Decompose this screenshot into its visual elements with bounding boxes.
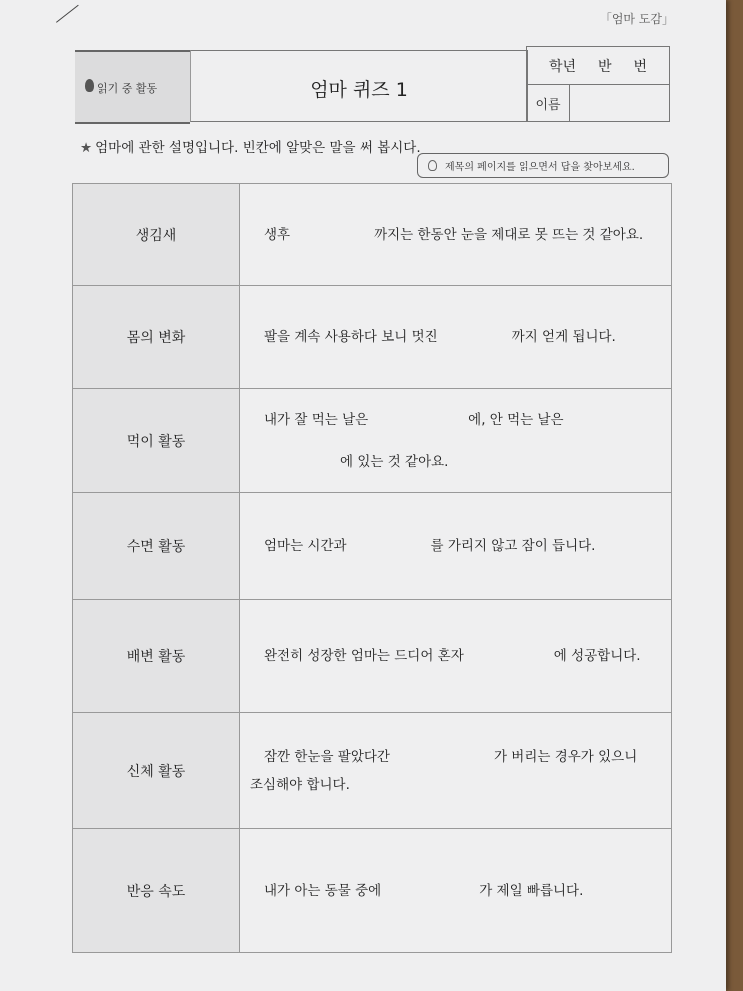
table-row bbox=[73, 493, 672, 600]
instruction bbox=[80, 136, 421, 156]
title-box bbox=[190, 50, 528, 122]
worksheet-header bbox=[75, 46, 670, 122]
row-category: 반응 속도 bbox=[73, 829, 240, 953]
activity-label: 읽기 중 활동 bbox=[97, 82, 158, 95]
row-question: 잠깐 한눈을 팔았다간 가 버리는 경우가 있으니 조심해야 합니다. bbox=[240, 713, 672, 829]
row-question: 팔을 계속 사용하다 보니 멋진 까지 얻게 됩니다. bbox=[240, 286, 672, 389]
book-reference: 「엄마 도감」 bbox=[599, 12, 674, 26]
name-row bbox=[527, 85, 669, 121]
table-row bbox=[73, 600, 672, 713]
activity-box bbox=[75, 50, 190, 124]
quiz-table bbox=[72, 183, 672, 953]
table-row bbox=[73, 286, 672, 389]
row-category: 배변 활동 bbox=[73, 600, 240, 713]
worksheet-title: 엄마 퀴즈 1 bbox=[310, 79, 408, 101]
star-icon: ★ bbox=[80, 140, 93, 156]
row-category: 생김새 bbox=[73, 184, 240, 286]
row-category: 수면 활동 bbox=[73, 493, 240, 600]
student-info-box bbox=[526, 46, 670, 122]
number-label: 번 bbox=[633, 58, 648, 75]
leaf-icon bbox=[85, 79, 94, 92]
table-row bbox=[73, 829, 672, 953]
lightbulb-icon bbox=[428, 160, 437, 171]
name-label: 이름 bbox=[527, 85, 570, 121]
table-row bbox=[73, 389, 672, 493]
row-category: 먹이 활동 bbox=[73, 389, 240, 493]
pen-mark bbox=[56, 5, 79, 23]
row-question: 내가 잘 먹는 날은 에, 안 먹는 날은 에 있는 것 같아요. bbox=[240, 389, 672, 493]
row-question: 완전히 성장한 엄마는 드디어 혼자 에 성공합니다. bbox=[240, 600, 672, 713]
table-row bbox=[73, 184, 672, 286]
row-question: 엄마는 시간과 를 가리지 않고 잠이 듭니다. bbox=[240, 493, 672, 600]
hint-box bbox=[417, 153, 669, 178]
hint-text: 제목의 페이지를 읽으면서 답을 찾아보세요. bbox=[445, 162, 635, 173]
instruction-text: 엄마에 관한 설명입니다. 빈칸에 알맞은 말을 써 봅시다. bbox=[95, 140, 421, 156]
row-category: 신체 활동 bbox=[73, 713, 240, 829]
grade-label: 학년 bbox=[548, 58, 576, 75]
row-question: 내가 아는 동물 중에 가 제일 빠릅니다. bbox=[240, 829, 672, 953]
row-question: 생후 까지는 한동안 눈을 제대로 못 뜨는 것 같아요. bbox=[240, 184, 672, 286]
row-category: 몸의 변화 bbox=[73, 286, 240, 389]
grade-class-number-row bbox=[527, 47, 669, 85]
table-row bbox=[73, 713, 672, 829]
class-label: 반 bbox=[598, 58, 612, 75]
name-field[interactable] bbox=[570, 85, 669, 121]
